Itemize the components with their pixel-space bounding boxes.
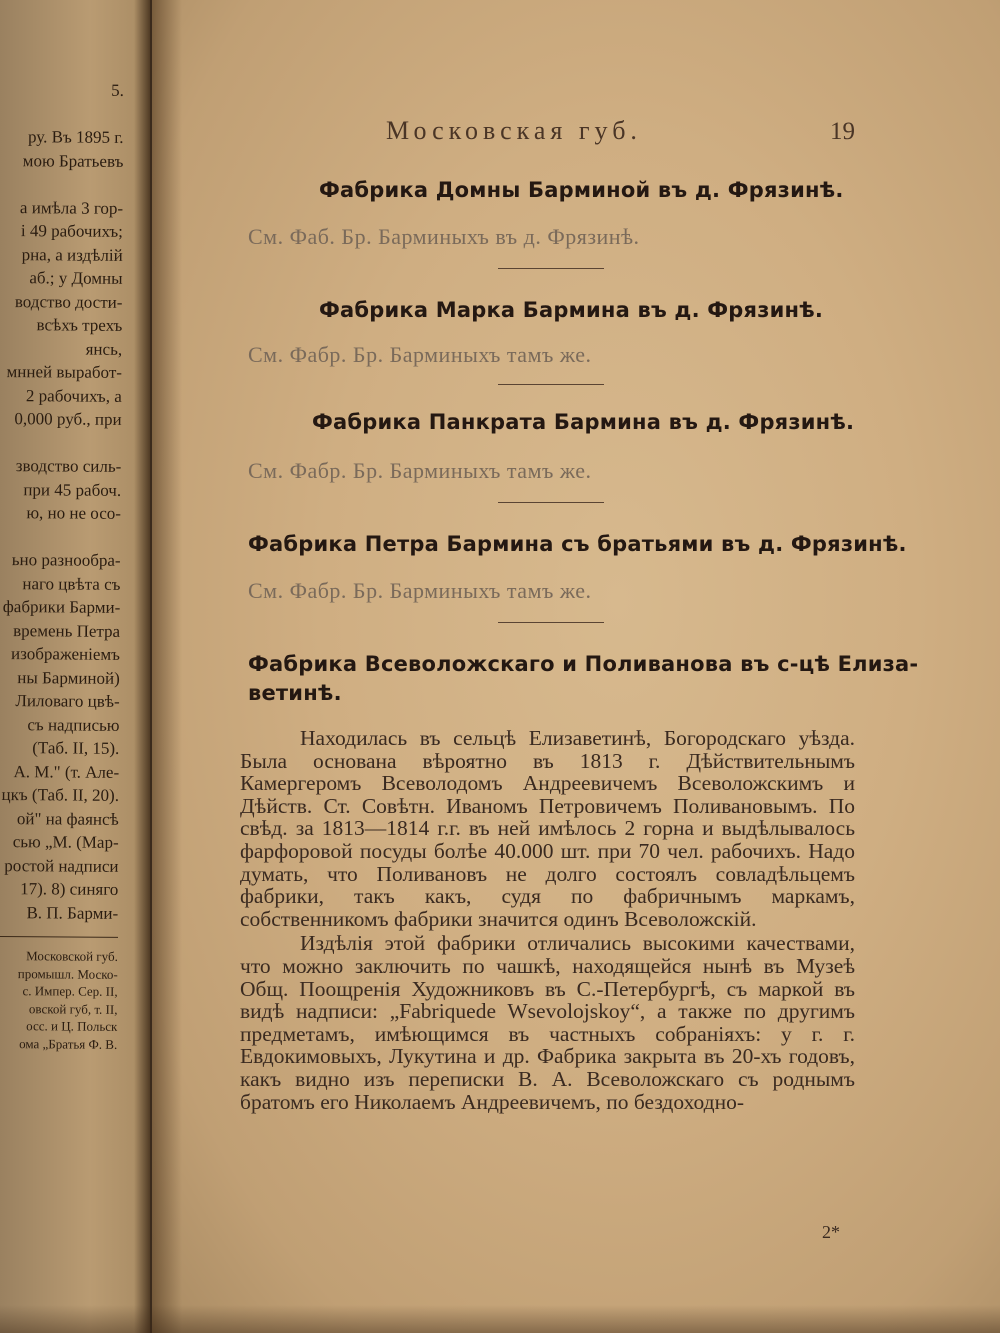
left-page-line: 5.: [111, 80, 124, 100]
left-page-line: при 45 рабоч.: [23, 479, 122, 500]
left-page-line: [0, 430, 122, 454]
left-page-footnote-line: осс. и Ц. Польск: [26, 1018, 118, 1034]
left-page-line: зводство силь-: [15, 456, 122, 476]
running-header: Московская губ.: [386, 116, 642, 145]
left-page-line: ьно разнообра-: [11, 550, 121, 570]
signature-mark: 2*: [822, 1222, 840, 1242]
left-page-line: рна, а издѣлій: [21, 244, 123, 265]
left-page-line: В. П. Барми-: [26, 902, 119, 923]
left-page-footnote-line: ома „Братья Ф. В.: [19, 1035, 118, 1052]
left-page-line: Лиловаго цвѣ-: [15, 691, 120, 711]
final-section-heading-line1: Фабрика Всеволожскаго и Поливанова въ с-цѣ Елиза-: [248, 652, 919, 676]
section-ref-2: См. Фабр. Бр. Барминыхъ тамъ же.: [248, 342, 592, 367]
left-page-line: всѣхъ трехъ: [36, 315, 123, 335]
book-gutter-shadow: [134, 0, 150, 1333]
section-divider-2: [498, 384, 604, 385]
section-divider-1: [498, 268, 604, 269]
left-page-line: мою Братьевъ: [22, 150, 124, 171]
left-page-line: [0, 524, 121, 548]
left-page-line: водство дости-: [14, 291, 123, 312]
section-ref-3: См. Фабр. Бр. Барминыхъ тамъ же.: [248, 458, 592, 483]
section-heading-2: Фабрика Марка Бармина въ д. Фрязинѣ.: [319, 298, 824, 322]
left-page-line: сью „М. (Мар-: [12, 832, 119, 852]
left-page-line: 2 рабочихъ, а: [25, 385, 122, 406]
left-page-line: ой" на фаянсѣ: [16, 808, 119, 829]
section-ref-1: См. Фаб. Бр. Барминыхъ въ д. Фрязинѣ.: [248, 224, 640, 249]
left-page-line: ру. Въ 1895 г.: [28, 127, 124, 147]
left-page-line: ю, но не осо-: [26, 503, 122, 523]
left-page-line: янсь,: [85, 339, 123, 359]
left-page-line: аб.; у Домны: [29, 268, 123, 288]
left-page-line: цкъ (Таб. II, 20).: [1, 785, 120, 805]
page-number: 19: [830, 118, 855, 145]
left-page-footnote-line: промышл. Моско-: [17, 965, 118, 982]
left-page-line: мнней выработ-: [6, 362, 123, 382]
left-page-line: i 49 рабочихъ;: [20, 221, 123, 241]
left-facing-page: [0, 0, 150, 1333]
body-text: [240, 727, 855, 1113]
paragraph-2: Издѣлія этой фабрики отличались высокими качествами, что можно заключить по чашкѣ, находящейся нынѣ въ Музеѣ Общ. Поощренія Художниковъ въ С.-Петербургѣ, съ маркой въ видѣ надписи: „Fabriquede Wsevolojskoy“, а также по другимъ предметамъ, имѣющимся въ частныхъ собраніяхъ: у г. г. Евдокимовыхъ, Лукутина и др. Фабрика закрыта въ 20-хъ годовъ, какъ видно изъ переписки В. А. Всеволожскаго съ роднымъ братомъ его Николаемъ Андреевичемъ, по бездоходно-: [240, 931, 855, 1114]
left-page-line: ростой надписи: [4, 855, 119, 876]
main-page: [152, 0, 1000, 1333]
left-page-line: времень Петра: [13, 620, 121, 641]
bottom-shadow: [0, 1305, 1000, 1333]
left-page-line: 0,000 руб., при: [14, 409, 122, 429]
left-page-line: [0, 172, 123, 196]
left-page-line: наго цвѣта съ: [22, 573, 121, 594]
section-divider-4: [498, 622, 604, 623]
left-page-line: (Таб. II, 15).: [32, 738, 120, 758]
page-curve-shadow: [152, 0, 182, 1333]
left-page-line: съ надписью: [27, 714, 120, 735]
left-page-line: ны Барминой): [17, 667, 120, 688]
left-page-footnote-line: овской губ, т. II,: [28, 1000, 118, 1017]
section-heading-1: Фабрика Домны Барминой въ д. Фрязинѣ.: [319, 178, 844, 202]
left-page-line: А. М." (т. Але-: [13, 761, 120, 782]
section-heading-3: Фабрика Панкрата Бармина въ д. Фрязинѣ.: [312, 410, 855, 434]
left-page-line: фабрики Барми-: [2, 597, 121, 617]
section-heading-4: Фабрика Петра Бармина съ братьями въ д. Фрязинѣ.: [248, 532, 907, 556]
section-ref-4: См. Фабр. Бр. Барминыхъ тамъ же.: [248, 578, 592, 603]
left-page-line: изображеніемъ: [11, 644, 121, 664]
paragraph-1: Находилась въ сельцѣ Елизаветинѣ, Богородскаго уѣзда. Была основана вѣроятно въ 1813 г. Дѣйствительнымъ Камергеромъ Всеволодомъ Андреевичемъ Всеволожскимъ и Дѣйств. Ст. Совѣтн. Иваномъ Петровичемъ Поливановымъ. По свѣд. за 1813—1814 г.г. въ ней имѣлось 2 горна и выдѣлывалось фарфоровой посуды болѣе 40.000 шт. при 70 чел. рабочихъ. Надо думать, что Поливановъ не долго состоялъ совладѣльцемъ фабрики, такъ какъ, судя по фабричнымъ маркамъ, собственникомъ фабрики значится одинъ Всеволожскій.: [240, 726, 855, 931]
left-page-line: [0, 101, 124, 125]
left-page-footnote-rule: [0, 936, 118, 938]
left-page-footnote-line: Московской губ.: [26, 948, 118, 964]
left-page-footnote-line: с. Импер. Сер. II,: [22, 983, 118, 999]
left-page-text: [0, 78, 146, 1053]
section-divider-3: [498, 502, 604, 503]
left-page-line: 17). 8) синяго: [20, 879, 119, 899]
final-section-heading-line2: ветинѣ.: [248, 681, 342, 705]
left-page-line: а имѣла 3 гор-: [19, 197, 124, 218]
